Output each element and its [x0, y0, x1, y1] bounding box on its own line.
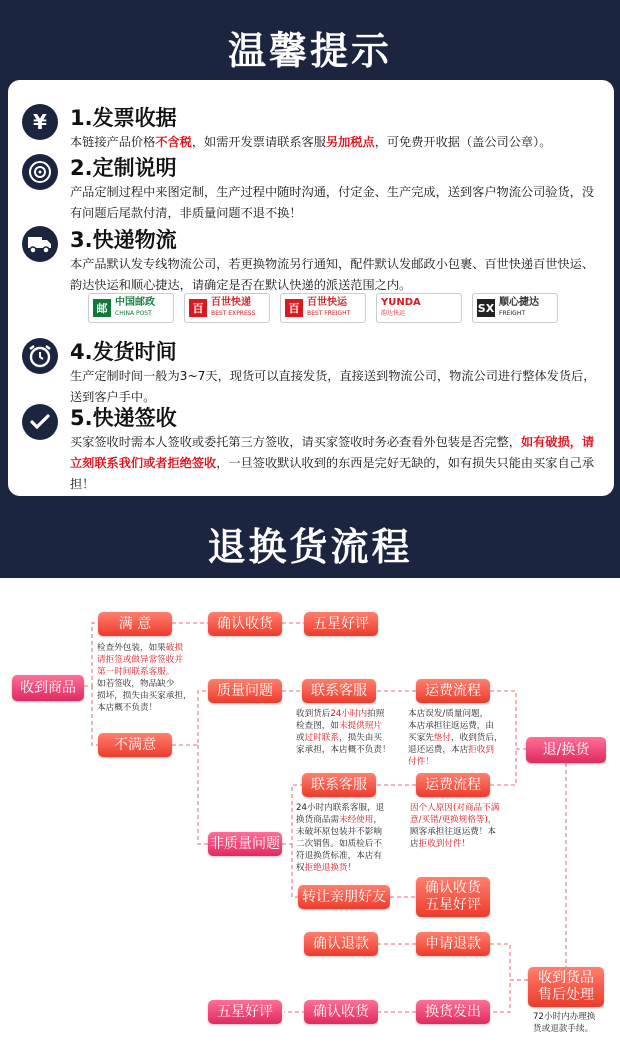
node-freight-flow: 运费流程 — [416, 679, 490, 703]
text-segment: 未破坏原包装并不影响 — [296, 827, 382, 837]
node-quality-issue: 质量问题 — [208, 679, 282, 703]
highlight-text: 另加税点 — [325, 135, 375, 149]
notice-title: 温馨提示 — [227, 29, 392, 73]
text-segment: 24小时内联系客服，退 — [296, 803, 385, 813]
shunxin-logo-mark: SX — [477, 299, 495, 317]
text-segment: 二次销售。如质检后不 — [296, 839, 382, 849]
text-segment: 顾客承担往返运费！本 — [410, 827, 496, 837]
highlight-text: 24小时内 — [330, 709, 368, 719]
note-satisfied — [97, 642, 205, 714]
text-segment: 退还运费，本店 — [408, 745, 469, 755]
text-segment: 检查外包装，如果 — [97, 643, 166, 653]
notice-item-body — [70, 132, 604, 153]
node-confirm-receipt: 确认收货 — [304, 1000, 378, 1024]
notice-item-heading: 5.快递签收 — [70, 406, 177, 430]
highlight-text: 垫付 — [433, 733, 451, 743]
courier-logos — [88, 293, 558, 323]
text-segment: 或 — [296, 733, 305, 743]
truck-icon — [22, 226, 58, 262]
yen-icon: ¥ — [22, 104, 58, 140]
return-flow-chart — [0, 578, 620, 1062]
text-segment: 72小时内办理换 — [533, 1012, 596, 1022]
text-segment: 买家先 — [408, 733, 434, 743]
notice-item-body — [70, 254, 604, 296]
logo-sub-text: BEST FREIGHT — [307, 310, 351, 317]
node-five-star-review: 五星好评 — [208, 1000, 282, 1024]
best-express-logo — [184, 293, 270, 323]
node-line: 确认收货 — [425, 880, 481, 896]
node-transfer-friend: 转让亲朋好友 — [298, 885, 390, 909]
text-segment: ！ — [347, 863, 357, 873]
node-confirm-refund: 确认退款 — [304, 932, 378, 956]
alarm-clock-icon — [22, 338, 58, 374]
text-segment: 货或退款手续。 — [533, 1024, 594, 1034]
highlight-text: 因个人原因(对商品不满 — [410, 803, 500, 813]
note-non-quality — [296, 802, 408, 874]
highlight-text: 第一时间联系客服。 — [97, 667, 175, 677]
logo-main-text: YUNDA — [381, 297, 421, 308]
note-refund — [533, 1011, 613, 1035]
logo-sub-text: 韵达快运 — [381, 310, 406, 317]
text-segment: 本店承担往返运费，由 — [408, 721, 494, 731]
logo-main-text: 顺心捷达 — [499, 297, 539, 308]
notice-item-body — [70, 182, 604, 224]
text-segment: ，如需开发票请联系客服 — [191, 135, 326, 149]
text-segment: ，损失由买 — [339, 733, 382, 743]
node-unsatisfied: 不满意 — [98, 733, 172, 757]
node-received-goods: 收到商品 — [12, 675, 84, 701]
text-segment: 收到货后 — [296, 709, 331, 719]
logo-text — [381, 297, 421, 319]
node-line: 五星好评 — [425, 897, 481, 913]
logo-sub-text: CHINA POST — [115, 310, 152, 317]
highlight-text: 未提供照片 — [338, 721, 382, 731]
logo-text — [499, 297, 539, 319]
logo-text — [307, 297, 350, 319]
notice-item-heading: 1.发票收据 — [70, 106, 177, 130]
text-segment: 生产定制时间一般为3~7天，现货可以直接发货，直接送到物流公司，物流公司进行整体发货后，送到客户手中。 — [70, 369, 596, 404]
logo-sub-text: FREIGHT — [499, 310, 526, 317]
logo-text — [115, 297, 155, 319]
highlight-text: 如有破损，请立刻联系我们或者拒绝签收 — [70, 435, 595, 470]
node-after-sales — [528, 967, 604, 1007]
highlight-text: 过时联系 — [304, 733, 339, 743]
logo-text — [211, 297, 255, 319]
text-segment: 本店误发/质量问题， — [408, 709, 489, 719]
text-segment: 本店概不负责！ — [97, 703, 158, 713]
note-quality — [296, 708, 412, 756]
text-segment: 符退换货标准，本店有 — [296, 851, 382, 861]
node-line: 售后处理 — [538, 987, 594, 1003]
logo-sub-text: BEST EXPRESS — [211, 310, 256, 317]
node-satisfied: 满 意 — [98, 612, 172, 636]
text-segment: ， — [373, 815, 382, 825]
text-segment: ，一旦签收默认收到的东西是完好无缺的，如有损失只能由买家自己承担！ — [70, 456, 595, 491]
highlight-text: 未经使用 — [338, 815, 374, 825]
note-freight-1 — [408, 708, 514, 768]
logo-main-text: 中国邮政 — [115, 297, 155, 308]
highlight-text: 破损 — [165, 643, 183, 653]
highlight-text: 拒绝退换货 — [304, 863, 348, 873]
node-line: 收到货品 — [538, 970, 594, 986]
text-segment: 家承担，本店概不负责！ — [296, 745, 391, 755]
node-contact-cs: 联系客服 — [302, 773, 376, 797]
best-freight-logo-mark: 百 — [285, 299, 303, 317]
node-freight-flow: 运费流程 — [416, 773, 490, 797]
text-segment: 本产品默认发专线物流公司，若更换物流另行通知，配件默认发邮政小包裹、百世快递百世快运、韵达快运和顺心捷达，请确定是否在默认快递的派送范围之内。 — [70, 257, 595, 292]
highlight-text: 意/买错/更换规格等)， — [410, 815, 497, 825]
china-post-logo-mark: 邮 — [93, 299, 111, 317]
text-segment: 损坏，损失由买家承担， — [97, 691, 192, 701]
text-segment: 本链接产品价格 — [70, 135, 156, 149]
flow-title: 退换货流程 — [207, 525, 413, 569]
notice-item-heading: 2.定制说明 — [70, 156, 177, 180]
china-post-logo — [88, 293, 174, 323]
logo-main-text: 百世快递 — [211, 297, 251, 308]
text-segment: 店 — [410, 839, 419, 849]
text-segment: ，可免费开收据（盖公司公章）。 — [374, 135, 552, 149]
notice-item-body — [70, 432, 604, 495]
highlight-text: 拒收到付件 — [418, 839, 462, 849]
highlight-text: 不含税 — [155, 135, 192, 149]
node-confirm-receipt: 确认收货 — [208, 612, 282, 636]
notice-item-heading: 3.快递物流 — [70, 228, 177, 252]
node-five-star-review: 五星好评 — [304, 612, 378, 636]
yunda-logo — [376, 293, 462, 323]
highlight-text: 请拒签或做异常签收并 — [97, 655, 183, 665]
text-segment: 权 — [296, 863, 305, 873]
node-confirm-and-review — [416, 877, 490, 917]
text-segment: 产品定制过程中来图定制，生产过程中随时沟通，付定金、生产完成，送到客户物流公司验货，没有问题后尾款付清，非质量问题不退不换！ — [70, 185, 595, 220]
best-freight-logo — [280, 293, 366, 323]
node-return-exchange: 退/换货 — [526, 737, 606, 763]
disc-icon — [22, 154, 58, 190]
text-segment: 拍照 — [367, 709, 385, 719]
text-segment: ！ — [461, 839, 471, 849]
text-segment: 换货商品需 — [296, 815, 339, 825]
checkmark-icon — [22, 404, 58, 440]
text-segment: ，收到货后， — [451, 733, 503, 743]
best-express-logo-mark: 百 — [189, 299, 207, 317]
notice-card — [8, 80, 614, 496]
node-apply-refund: 申请退款 — [416, 932, 490, 956]
highlight-text: 付件！ — [408, 757, 434, 767]
node-contact-cs: 联系客服 — [302, 679, 376, 703]
node-non-quality-issue: 非质量问题 — [208, 832, 282, 856]
note-freight-2 — [410, 802, 520, 850]
shunxin-logo — [472, 293, 558, 323]
text-segment: 如若签收，物品缺少 — [97, 679, 175, 689]
node-exchange-shipped: 换货发出 — [416, 1000, 490, 1024]
highlight-text: 拒收到 — [468, 745, 494, 755]
text-segment: 买家签收时需本人签收或委托第三方签收，请买家签收时务必查看外包装是否完整， — [70, 435, 521, 449]
logo-main-text: 百世快运 — [307, 297, 347, 308]
notice-item-heading: 4.发货时间 — [70, 340, 177, 364]
text-segment: 检查图，如 — [296, 721, 339, 731]
